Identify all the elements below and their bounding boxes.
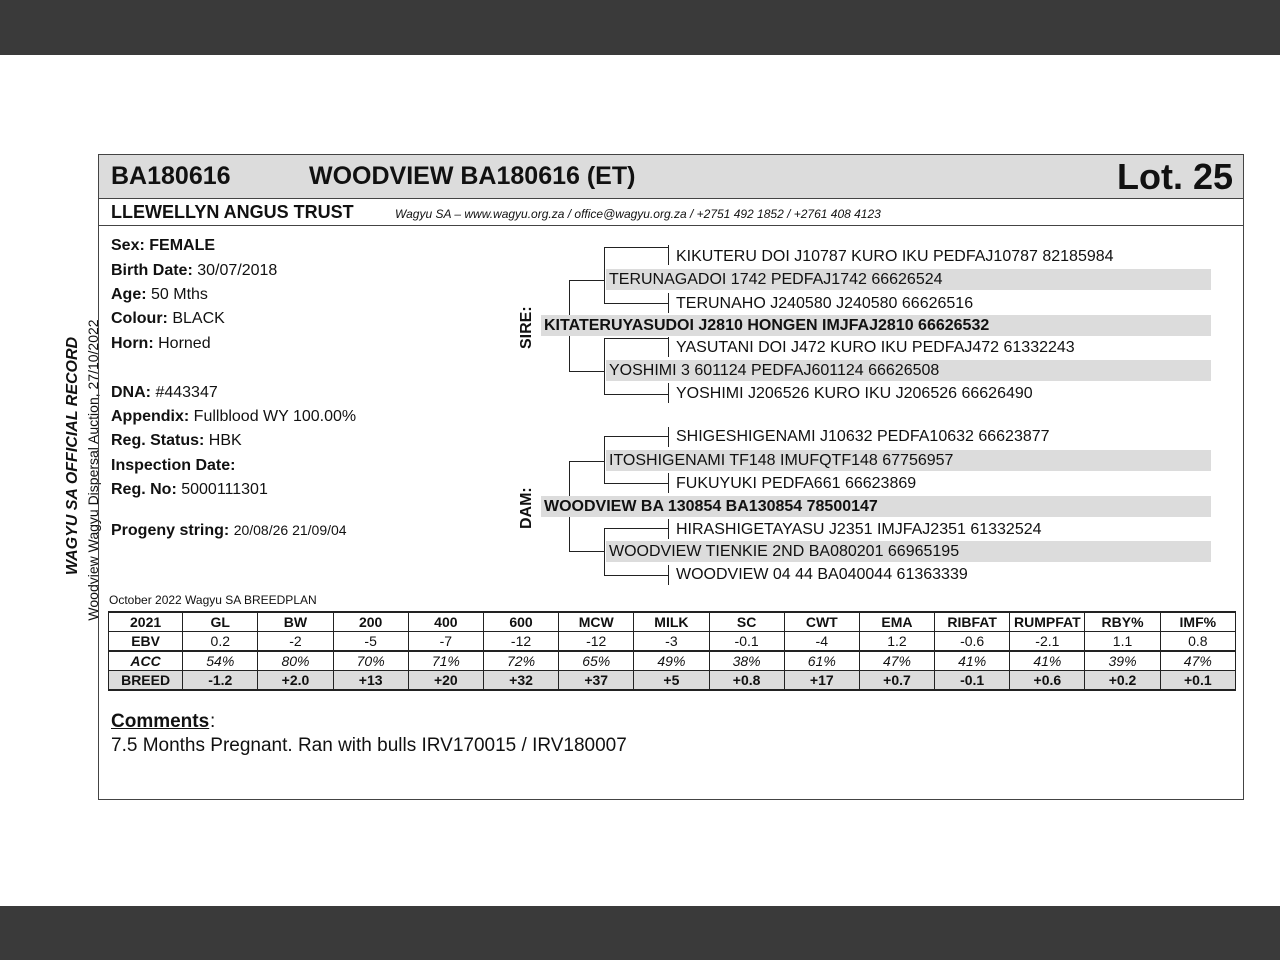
col-header: EMA: [859, 612, 934, 632]
table-cell: 1.1: [1085, 632, 1160, 652]
table-cell: +37: [559, 671, 634, 691]
table-cell: 49%: [634, 651, 709, 671]
table-cell: +0.1: [1160, 671, 1235, 691]
col-header: RIBFAT: [935, 612, 1010, 632]
table-cell: -12: [483, 632, 558, 652]
appendix-value: Fullblood WY 100.00%: [193, 408, 357, 425]
dam-dam-dam: WOODVIEW 04 44 BA040044 61363339: [676, 566, 968, 583]
pedigree-line: [604, 575, 669, 576]
pedigree-line: [604, 528, 669, 529]
sire-dam-sire: YASUTANI DOI J472 KURO IKU PEDFAJ472 61332243: [676, 339, 1075, 356]
dam-sire-dam: FUKUYUKI PEDFA661 66623869: [676, 475, 917, 492]
colour-field: Colour: BLACK: [111, 310, 225, 327]
dam-dam-sire: HIRASHIGETAYASU J2351 IMJFAJ2351 61332524: [676, 521, 1042, 538]
col-header: RBY%: [1085, 612, 1160, 632]
comments-colon: :: [210, 711, 216, 732]
table-cell: 61%: [784, 651, 859, 671]
reg-status-value: HBK: [208, 432, 242, 449]
reg-status-field: Reg. Status: HBK: [111, 432, 242, 449]
table-cell: -3: [634, 632, 709, 652]
dam: WOODVIEW BA 130854 BA130854 78500147: [541, 496, 1211, 517]
table-cell: +0.6: [1010, 671, 1085, 691]
table-cell: +2.0: [258, 671, 333, 691]
pedigree-line: [668, 245, 669, 265]
sex-field: Sex: FEMALE: [111, 237, 216, 254]
pedigree-line: [604, 394, 669, 395]
progeny-field: Progeny string: 20/08/26 21/09/04: [111, 522, 347, 539]
comments-title: Comments: [111, 711, 210, 732]
sire: KITATERUYASUDOI J2810 HONGEN IMJFAJ2810 66626532: [541, 315, 1211, 336]
pedigree-line: [569, 551, 604, 552]
owner-row: [99, 199, 1243, 226]
colour-value: BLACK: [172, 310, 225, 327]
dam-dam: WOODVIEW TIENKIE 2ND BA080201 66965195: [606, 541, 1211, 562]
table-cell: 70%: [333, 651, 408, 671]
pedigree-line: [604, 338, 669, 339]
table-cell: 0.2: [183, 632, 258, 652]
official-record-label: WAGYU SA OFFICIAL RECORD: [64, 336, 81, 576]
ebv-table: [108, 611, 1236, 691]
pedigree-line: [668, 383, 669, 403]
horn-value: Horned: [158, 335, 211, 352]
dna-value: #443347: [155, 384, 218, 401]
table-cell: +20: [408, 671, 483, 691]
dna-field: DNA: #443347: [111, 384, 218, 401]
pedigree-line: [604, 483, 669, 484]
table-cell: +0.8: [709, 671, 784, 691]
table-cell: 38%: [709, 651, 784, 671]
table-cell: 39%: [1085, 651, 1160, 671]
pedigree-line: [604, 338, 605, 395]
pedigree-line: [604, 436, 605, 483]
pedigree-line: [604, 247, 605, 304]
table-cell: -0.6: [935, 632, 1010, 652]
table-cell: 0.8: [1160, 632, 1235, 652]
dam-sire: ITOSHIGENAMI TF148 IMUFQTF148 67756957: [606, 450, 1211, 471]
table-cell: -1.2: [183, 671, 258, 691]
pedigree-line: [604, 247, 669, 248]
ebv-row: [109, 632, 1236, 652]
table-cell: -2: [258, 632, 333, 652]
pedigree-line: [569, 461, 604, 462]
table-cell: -0.1: [709, 632, 784, 652]
table-cell: 41%: [1010, 651, 1085, 671]
lot-number: Lot. 25: [1116, 156, 1233, 197]
row-label: EBV: [109, 632, 183, 652]
age-value: 50 Mths: [151, 286, 208, 303]
pedigree-line: [668, 519, 669, 539]
pedigree-line: [569, 280, 604, 281]
reg-no-value: 5000111301: [181, 481, 268, 498]
table-cell: +5: [634, 671, 709, 691]
year-cell: 2021: [109, 612, 183, 632]
inspection-date-field: Inspection Date:: [111, 457, 236, 474]
table-cell: 1.2: [859, 632, 934, 652]
pedigree-line: [604, 436, 669, 437]
col-header: IMF%: [1160, 612, 1235, 632]
row-label: BREED: [109, 671, 183, 691]
col-header: RUMPFAT: [1010, 612, 1085, 632]
col-header: MILK: [634, 612, 709, 632]
reg-no-field: Reg. No: 5000111301: [111, 481, 268, 498]
table-cell: +0.7: [859, 671, 934, 691]
owner-name: LLEWELLYN ANGUS TRUST: [111, 202, 354, 222]
table-cell: -2.1: [1010, 632, 1085, 652]
col-header: 200: [333, 612, 408, 632]
table-cell: -12: [559, 632, 634, 652]
header-row: [99, 155, 1243, 199]
table-cell: +0.2: [1085, 671, 1160, 691]
pedigree-line: [668, 565, 669, 585]
col-header: 400: [408, 612, 483, 632]
table-cell: +17: [784, 671, 859, 691]
horn-field: Horn: Horned: [111, 335, 211, 352]
pedigree-line: [604, 303, 669, 304]
table-cell: 72%: [483, 651, 558, 671]
col-header: BW: [258, 612, 333, 632]
bottom-bar: [0, 906, 1280, 960]
pedigree-line: [668, 473, 669, 493]
col-header: 600: [483, 612, 558, 632]
progeny-value: 20/08/26 21/09/04: [233, 522, 347, 538]
breedplan-label: October 2022 Wagyu SA BREEDPLAN: [109, 593, 317, 607]
sire-label: SIRE:: [518, 306, 535, 349]
table-cell: 47%: [1160, 651, 1235, 671]
animal-name: WOODVIEW BA180616 (ET): [309, 162, 636, 190]
col-header: GL: [183, 612, 258, 632]
sire-dam: YOSHIMI 3 601124 PEDFAJ601124 66626508: [606, 360, 1211, 381]
dam-label: DAM:: [518, 487, 535, 529]
dam-sire-sire: SHIGESHIGENAMI J10632 PEDFA10632 66623877: [676, 428, 1050, 445]
table-cell: -5: [333, 632, 408, 652]
table-cell: -7: [408, 632, 483, 652]
table-cell: 41%: [935, 651, 1010, 671]
table-cell: +32: [483, 671, 558, 691]
birth-date-value: 30/07/2018: [197, 262, 278, 279]
breed-row: [109, 671, 1236, 691]
pedigree-line: [668, 427, 669, 447]
contact-info: Wagyu SA – www.wagyu.org.za / office@wagyu.org.za / +2751 492 1852 / +2761 408 4123: [395, 207, 881, 221]
table-cell: 54%: [183, 651, 258, 671]
pedigree-line: [569, 371, 604, 372]
sire-sire-sire: KIKUTERU DOI J10787 KURO IKU PEDFAJ10787 82185984: [676, 248, 1114, 265]
auction-label: Woodview Wagyu Dispersal Auction, 27/10/2022: [85, 319, 101, 621]
table-cell: 47%: [859, 651, 934, 671]
table-cell: +13: [333, 671, 408, 691]
sire-sire-dam: TERUNAHO J240580 J240580 66626516: [676, 295, 974, 312]
pedigree-line: [668, 337, 669, 357]
col-header: SC: [709, 612, 784, 632]
acc-row: [109, 651, 1236, 671]
animal-id: BA180616: [111, 162, 231, 190]
ebv-header-row: [109, 612, 1236, 632]
comments-text: 7.5 Months Pregnant. Ran with bulls IRV170015 / IRV180007: [111, 735, 627, 756]
top-bar: [0, 0, 1280, 55]
table-cell: 71%: [408, 651, 483, 671]
pedigree-line: [604, 528, 605, 575]
table-cell: -0.1: [935, 671, 1010, 691]
sire-sire: TERUNAGADOI 1742 PEDFAJ1742 66626524: [606, 269, 1211, 290]
appendix-field: Appendix: Fullblood WY 100.00%: [111, 408, 357, 425]
birth-date-field: Birth Date: 30/07/2018: [111, 262, 278, 279]
age-field: Age: 50 Mths: [111, 286, 208, 303]
table-cell: -4: [784, 632, 859, 652]
row-label: ACC: [109, 651, 183, 671]
sex-value: FEMALE: [149, 237, 216, 254]
sire-dam-dam: YOSHIMI J206526 KURO IKU J206526 66626490: [676, 385, 1033, 402]
pedigree-line: [668, 293, 669, 313]
col-header: CWT: [784, 612, 859, 632]
lot-card: [98, 154, 1244, 800]
table-cell: 80%: [258, 651, 333, 671]
col-header: MCW: [559, 612, 634, 632]
table-cell: 65%: [559, 651, 634, 671]
